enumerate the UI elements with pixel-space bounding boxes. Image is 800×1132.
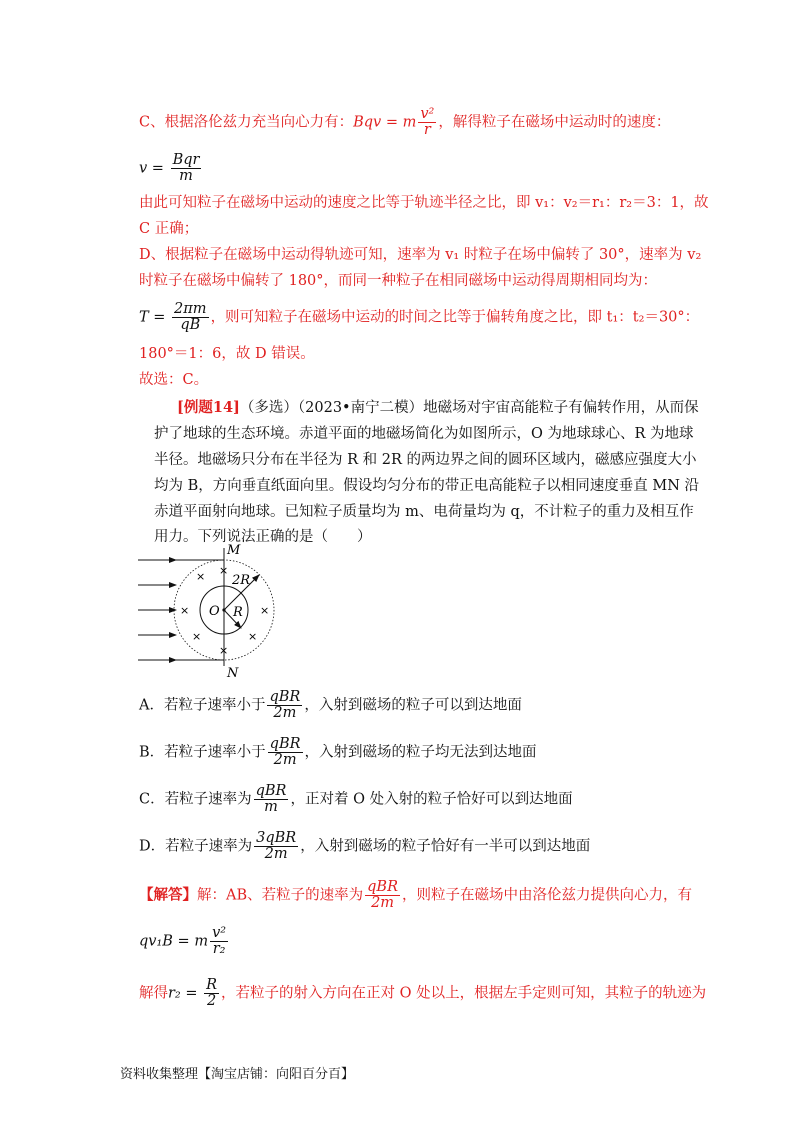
label-2r: 2R <box>232 573 251 588</box>
ratio-line-b: C 正确； <box>139 221 199 237</box>
frac-num: v² <box>420 106 435 122</box>
example-first-line <box>177 394 699 422</box>
example-line: 护了地球的生态环境。赤道平面的地磁场简化为如图所示，O 为地球球心、R 为地球 <box>154 426 694 442</box>
fraction <box>418 107 436 138</box>
sol-c-intro: C、根据洛伦兹力充当向心力有： <box>139 114 354 131</box>
label-m: M <box>227 543 241 558</box>
fraction <box>268 737 303 768</box>
field-cross: × <box>219 644 229 657</box>
frac-den: 2m <box>273 705 297 722</box>
option-b <box>139 737 537 768</box>
example-line: 均为 B，方向垂直纸面向里。假设均匀分布的带正电高能粒子以相同速度垂直 MN 沿 <box>154 478 700 494</box>
period-line <box>139 302 699 333</box>
option-post: ，入射到磁场的粒子恰好有一半可以到达地面 <box>300 838 591 855</box>
eq-m: m <box>194 933 209 950</box>
sol-d-line2: 时粒子在磁场中偏转了 180°，而同一种粒子在相同磁场中运动得周期相同均为： <box>139 273 658 289</box>
frac-den: qB <box>180 317 201 334</box>
frac-den: 2 <box>206 993 217 1010</box>
field-cross: × <box>260 604 270 617</box>
choose-line: 故选：C。 <box>139 372 209 388</box>
option-pre: A．若粒子速率小于 <box>139 697 266 714</box>
option-post: ，入射到磁场的粒子可以到达地面 <box>304 697 522 714</box>
solve-after: ，若粒子的射入方向在正对 O 处以上，根据左手定则可知，其粒子的轨迹为 <box>221 985 707 1002</box>
frac-num: qBR <box>367 879 398 895</box>
eq-lhs: qv₁B <box>139 933 173 950</box>
magnetic-field-diagram <box>134 540 294 680</box>
label-o: O <box>209 604 220 619</box>
velocity-formula <box>139 153 203 184</box>
frac-den: 2m <box>264 846 288 863</box>
field-cross: × <box>196 570 206 583</box>
frac-num: v² <box>212 925 227 941</box>
field-cross: × <box>180 604 190 617</box>
frac-den: m <box>179 168 193 185</box>
example-line: 赤道平面射向地球。已知粒子质量均为 m、电荷量均为 q，不计粒子的重力及相互作 <box>154 504 694 520</box>
fraction <box>267 690 302 721</box>
option-post: ，入射到磁场的粒子均无法到达地面 <box>304 744 537 761</box>
fraction <box>172 302 209 333</box>
field-cross: × <box>248 630 258 643</box>
fraction <box>365 880 400 911</box>
option-post: ，正对着 O 处入射的粒子恰好可以到达地面 <box>290 791 573 808</box>
eq-lhs: Bqv <box>353 114 382 131</box>
answer-tag: 【解答】 <box>139 886 197 904</box>
field-cross: × <box>192 630 202 643</box>
frac-den: 2m <box>371 895 395 912</box>
example-tag: [例题14] <box>177 399 240 416</box>
t-lhs: T <box>139 309 149 326</box>
fraction <box>254 784 289 815</box>
example-line: （多选）（2023•南宁二模）地磁场对宇宙高能粒子有偏转作用，从而保 <box>239 400 699 416</box>
example-line: 用力。下列说法正确的是（ ） <box>154 529 372 545</box>
option-pre: D．若粒子速率为 <box>139 838 253 855</box>
option-c <box>139 784 573 815</box>
eq-m: m <box>402 114 417 131</box>
option-pre: B．若粒子速率小于 <box>139 744 266 761</box>
sol-c-after: ，解得粒子在磁场中运动时的速度： <box>438 114 671 131</box>
frac-num: 2πm <box>174 301 207 317</box>
sol-d-line4: 180°＝1：6，故 D 错误。 <box>139 346 315 362</box>
footer-source: 资料收集整理【淘宝店铺：向阳百分百】 <box>120 1067 355 1082</box>
field-cross: × <box>219 564 229 577</box>
option-a <box>139 690 522 721</box>
solve-lhs: r₂ <box>168 985 181 1002</box>
frac-den: 2m <box>273 752 297 769</box>
frac-den: r₂ <box>212 941 226 958</box>
fraction <box>210 926 228 957</box>
label-r: R <box>233 605 243 620</box>
frac-den: m <box>264 799 278 816</box>
example-line: 半径。地磁场只分布在半径为 R 和 2R 的两边界之间的圆环区域内，磁感应强度大小 <box>154 452 697 468</box>
v-eq: = <box>147 160 169 177</box>
sol-c-line <box>139 107 670 138</box>
label-n: N <box>227 666 239 680</box>
fraction <box>171 153 202 184</box>
solve-eq: = <box>180 985 203 1002</box>
ratio-line-a: 由此可知粒子在磁场中运动的速度之比等于轨迹半径之比，即 v₁：v₂＝r₁：r₂＝3：1，故 <box>139 195 709 211</box>
t-eq: = <box>148 309 171 326</box>
answer-intro: 解：AB、若粒子的速率为 <box>197 887 364 904</box>
frac-num: 3qBR <box>256 830 297 846</box>
option-pre: C．若粒子速率为 <box>139 791 252 808</box>
frac-num: qBR <box>255 783 287 799</box>
solve-pre: 解得 <box>139 985 168 1002</box>
option-d <box>139 831 590 862</box>
t-after: ，则可知粒子在磁场中运动的时间之比等于偏转角度之比，即 t₁：t₂＝30°： <box>210 309 700 326</box>
fraction <box>204 978 219 1009</box>
solve-line <box>139 978 706 1009</box>
sol-d-line1: D、根据粒子在磁场中运动得轨迹可知，速率为 v₁ 时粒子在场中偏转了 30°，速率为 v₂ <box>139 247 702 263</box>
eq-sign: = <box>381 114 403 131</box>
frac-num: Bqr <box>172 152 200 168</box>
fraction <box>254 831 298 862</box>
frac-num: qBR <box>269 689 301 705</box>
frac-num: R <box>206 977 218 993</box>
force-equation <box>139 926 230 957</box>
v-lhs: v <box>139 160 148 177</box>
frac-num: qBR <box>269 736 301 752</box>
answer-after: ，则粒子在磁场中由洛伦兹力提供向心力，有 <box>402 887 692 904</box>
answer-line <box>139 880 692 911</box>
eq-sign: = <box>172 933 195 950</box>
frac-den: r <box>423 122 431 139</box>
